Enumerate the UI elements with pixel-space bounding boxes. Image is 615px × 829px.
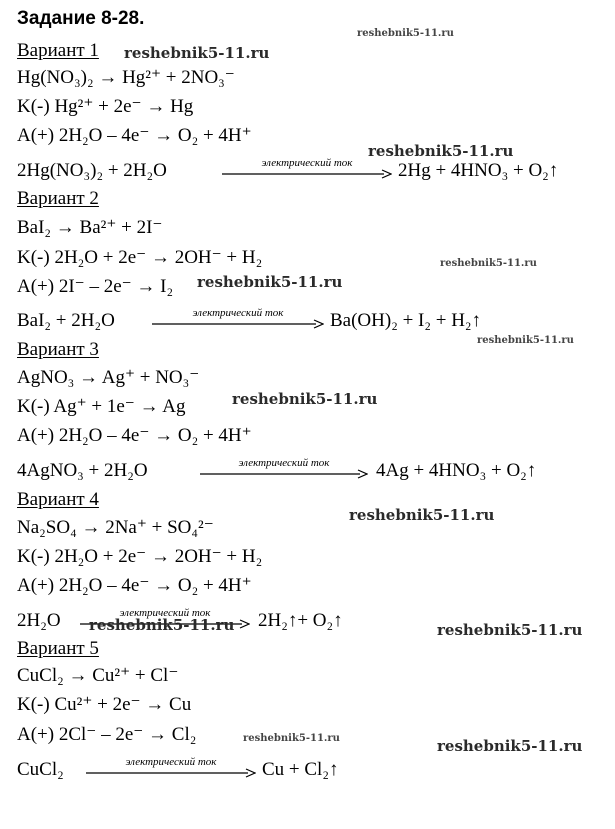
variant-1-overall-right: 2Hg + 4HNO₃ + O₂↑ [398, 160, 559, 181]
variant-5-overall-right: Cu + Cl₂↑ [262, 759, 339, 780]
watermark: reshebnik5-11.ru [477, 335, 574, 346]
variant-1-cathode: K(-) Hg²⁺ + 2e⁻ → Hg [17, 96, 194, 117]
long-arrow-icon [152, 319, 324, 329]
variant-4-cathode: K(-) 2H₂O + 2e⁻ → 2OH⁻ + H₂ [17, 546, 263, 567]
variant-3-overall-left: 4AgNO₃ + 2H₂O [17, 460, 148, 481]
variant-2-overall-left: BaI₂ + 2H₂O [17, 310, 115, 331]
watermark: reshebnik5-11.ru [243, 733, 340, 744]
variant-1-overall-left: 2Hg(NO₃)₂ + 2H₂O [17, 160, 167, 181]
watermark: reshebnik5-11.ru [89, 616, 235, 634]
watermark: reshebnik5-11.ru [124, 44, 270, 62]
long-arrow-icon [222, 169, 392, 179]
variant-5-label: Вариант 5 [17, 638, 99, 659]
variant-3-dissociation: AgNO₃ → Ag⁺ + NO₃⁻ [17, 367, 200, 388]
variant-1-arrow-label: электрический ток [261, 157, 353, 169]
variant-4-dissociation: Na₂SO₄ → 2Na⁺ + SO₄²⁻ [17, 517, 214, 538]
variant-1-arrow [222, 157, 392, 182]
variant-2-anode: A(+) 2I⁻ – 2e⁻ → I₂ [17, 276, 174, 297]
variant-5-dissociation: CuCl₂ → Cu²⁺ + Cl⁻ [17, 665, 179, 686]
variant-3-anode: A(+) 2H₂O – 4e⁻ → O₂ + 4H⁺ [17, 425, 252, 446]
variant-2-label: Вариант 2 [17, 188, 99, 209]
watermark: reshebnik5-11.ru [357, 28, 454, 39]
variant-4-overall-left: 2H₂O [17, 610, 61, 631]
variant-4-label: Вариант 4 [17, 489, 99, 510]
watermark: reshebnik5-11.ru [349, 506, 495, 524]
variant-5-anode: A(+) 2Cl⁻ – 2e⁻ → Cl₂ [17, 724, 197, 745]
variant-4-anode: A(+) 2H₂O – 4e⁻ → O₂ + 4H⁺ [17, 575, 252, 596]
variant-3-arrow-label: электрический ток [238, 457, 330, 469]
long-arrow-icon [86, 768, 256, 778]
watermark: reshebnik5-11.ru [197, 273, 343, 291]
variant-1-label: Вариант 1 [17, 40, 99, 61]
long-arrow-icon [200, 469, 368, 479]
variant-3-arrow [200, 457, 368, 482]
variant-5-overall-left: CuCl₂ [17, 759, 64, 780]
variant-3-label: Вариант 3 [17, 339, 99, 360]
watermark: reshebnik5-11.ru [440, 258, 537, 269]
watermark: reshebnik5-11.ru [368, 142, 514, 160]
variant-2-arrow [152, 307, 324, 332]
variant-2-dissociation: BaI₂ → Ba²⁺ + 2I⁻ [17, 217, 163, 238]
variant-3-cathode: K(-) Ag⁺ + 1e⁻ → Ag [17, 396, 186, 417]
task-title: Задание 8-28. [17, 8, 145, 29]
watermark: reshebnik5-11.ru [232, 390, 378, 408]
variant-1-anode: A(+) 2H₂O – 4e⁻ → O₂ + 4H⁺ [17, 125, 252, 146]
variant-5-cathode: K(-) Cu²⁺ + 2e⁻ → Cu [17, 694, 192, 715]
variant-2-overall-right: Ba(OH)₂ + I₂ + H₂↑ [330, 310, 482, 331]
watermark: reshebnik5-11.ru [437, 621, 583, 639]
watermark: reshebnik5-11.ru [437, 737, 583, 755]
variant-4-arrow-label: электрический ток [119, 607, 211, 619]
variant-1-dissociation: Hg(NO₃)₂ → Hg²⁺ + 2NO₃⁻ [17, 67, 235, 88]
variant-5-arrow [86, 756, 256, 781]
variant-2-arrow-label: электрический ток [192, 307, 284, 319]
variant-5-arrow-label: электрический ток [125, 756, 217, 768]
variant-4-overall-right: 2H₂↑+ O₂↑ [258, 610, 343, 631]
variant-2-cathode: K(-) 2H₂O + 2e⁻ → 2OH⁻ + H₂ [17, 247, 263, 268]
variant-3-overall-right: 4Ag + 4HNO₃ + O₂↑ [376, 460, 537, 481]
